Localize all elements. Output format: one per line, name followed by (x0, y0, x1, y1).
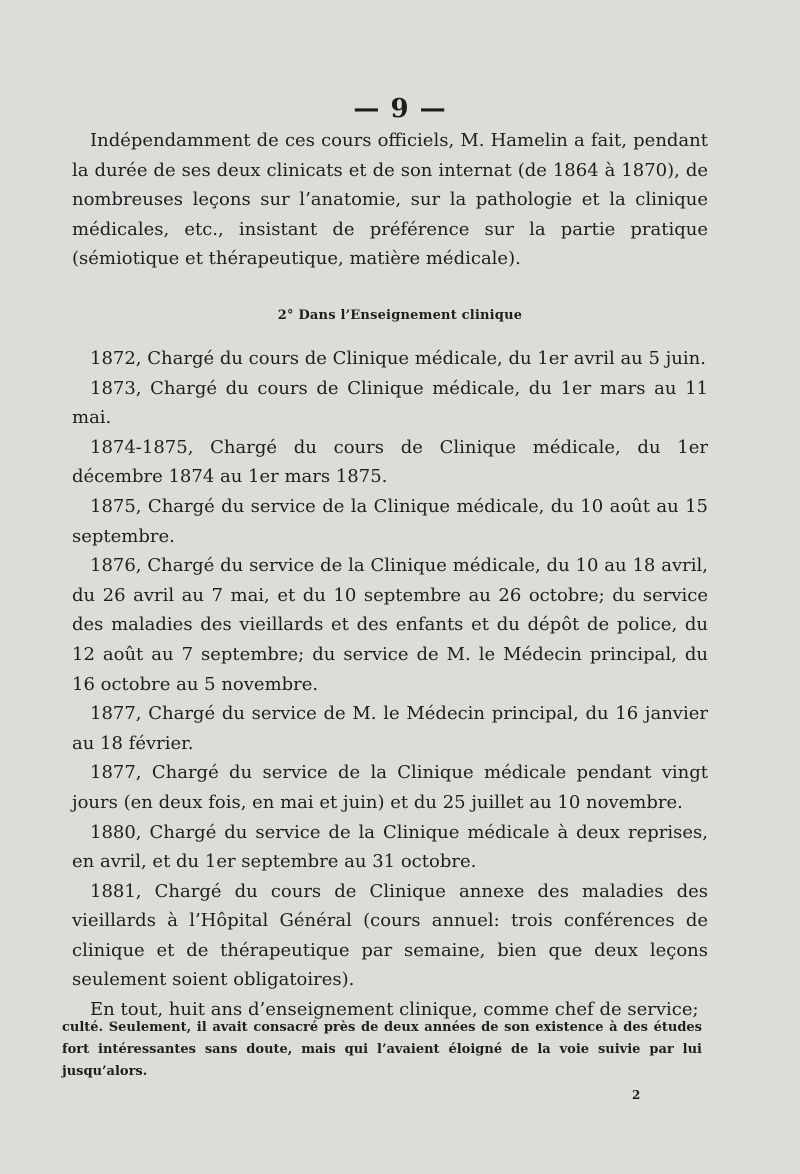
entry-1880: 1880, Chargé du service de la Clinique médicale à deux reprises, en avril, et du 1er septembre au 31 octobre. (72, 821, 708, 873)
intro-paragraph: Indépendamment de ces cours officiels, M. Hamelin a fait, pendant la durée de ses deux clinicats et de son internat (de 1864 à 1870), de nombreuses leçons sur l’anatomie, sur la pathologie et la clinique médicales, etc., insistant de préférence sur la partie pratique (sémiotique et thérapeutique, matière médicale). (72, 130, 708, 270)
signature-mark: 2 (632, 1088, 641, 1102)
entries-list (72, 344, 708, 1025)
entry-1877-b: 1877, Chargé du service de la Clinique médicale pendant vingt jours (en deux fois, en mai et juin) et du 25 juillet au 10 novembre. (72, 762, 708, 813)
entry-1874-1875: 1874-1875, Chargé du cours de Clinique médicale, du 1er décembre 1874 au 1er mars 1875. (72, 436, 708, 488)
entry-1872: 1872, Chargé du cours de Clinique médicale, du 1er avril au 5 juin. (90, 348, 706, 369)
entry-1881: 1881, Chargé du cours de Clinique annexe des maladies des vieillards à l’Hôpital Général (cours annuel: trois conférences de clinique et de thérapeutique par semaine, bien que deux leçons seulement soient obligatoires). (72, 880, 708, 991)
entry-1877-a: 1877, Chargé du service de M. le Médecin principal, du 16 janvier au 18 février. (72, 703, 708, 754)
page-number: — 9 — (353, 94, 447, 124)
summary-line: En tout, huit ans d’enseignement clinique, comme chef de service; (90, 999, 699, 1021)
footnote (62, 1017, 702, 1083)
entry-1875: 1875, Chargé du service de la Clinique médicale, du 10 août au 15 septembre. (72, 495, 708, 547)
section-heading: 2° Dans l’Enseignement clinique (277, 308, 523, 323)
footnote-text: culté. Seulement, il avait consacré près de deux années de son existence à des études fort intéressantes sans doute, mais qui l’avaient éloigné de la voie suivie par lui jusqu’alors. (62, 1020, 702, 1079)
entry-1876: 1876, Chargé du service de la Clinique médicale, du 10 au 18 avril, du 26 avril au 7 mai, et du 10 septembre au 26 octobre; du service des maladies des vieillards et des enfants et du dépôt de police, du 12 août au 7 septembre; du service de M. le Médecin principal, du 16 octobre au 5 novembre. (72, 555, 708, 695)
intro-section (72, 126, 708, 274)
entry-1873: 1873, Chargé du cours de Clinique médicale, du 1er mars au 11 mai. (72, 377, 708, 429)
